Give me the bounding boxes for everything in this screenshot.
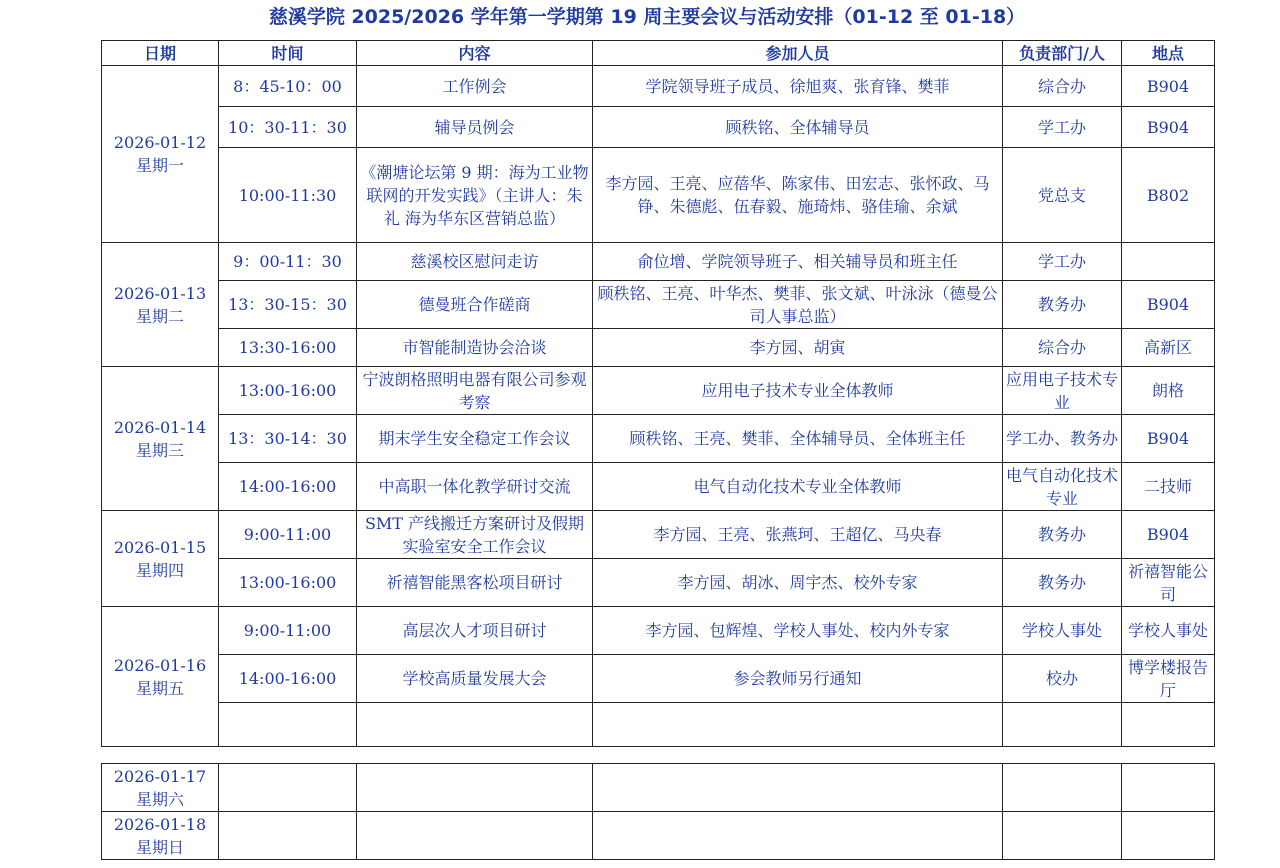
weekday-value: 星期四 <box>135 560 184 580</box>
location-cell: B802 <box>1122 148 1215 243</box>
table-row <box>102 148 1215 243</box>
table-row <box>102 703 1215 747</box>
location-cell: 朗格 <box>1122 367 1215 415</box>
weekday-value: 星期三 <box>135 440 184 460</box>
table-row <box>102 66 1215 107</box>
time-cell: 14:00-16:00 <box>219 463 357 511</box>
dept-cell: 综合办 <box>1003 329 1122 367</box>
location-cell <box>1122 243 1215 281</box>
location-cell <box>1122 703 1215 747</box>
content-cell: 学校高质量发展大会 <box>357 655 593 703</box>
attendees-cell: 应用电子技术专业全体教师 <box>593 367 1003 415</box>
location-cell: 二技师 <box>1122 463 1215 511</box>
time-cell: 13：30-14：30 <box>219 415 357 463</box>
header-dept: 负责部门/人 <box>1003 41 1122 66</box>
location-cell: B904 <box>1122 281 1215 329</box>
table-row <box>102 107 1215 148</box>
time-cell: 8：45-10：00 <box>219 66 357 107</box>
content-cell: 中高职一体化教学研讨交流 <box>357 463 593 511</box>
weekday-value: 星期一 <box>135 156 184 175</box>
dept-cell: 教务办 <box>1003 559 1122 607</box>
date-cell <box>102 764 219 812</box>
content-cell: 辅导员例会 <box>357 107 593 148</box>
time-cell: 9:00-11:00 <box>219 511 357 559</box>
weekday-value: 星期五 <box>135 678 184 698</box>
date-value: 2026-01-14 <box>113 417 207 437</box>
location-cell <box>1122 764 1215 812</box>
schedule-table <box>101 40 1215 747</box>
date-value: 2026-01-12 <box>113 133 207 152</box>
date-cell <box>102 511 219 607</box>
time-cell <box>219 812 357 860</box>
date-cell <box>102 66 219 243</box>
dept-cell: 校办 <box>1003 655 1122 703</box>
content-cell <box>357 703 593 747</box>
location-cell: 祈禧智能公司 <box>1122 559 1215 607</box>
dept-cell: 学工办 <box>1003 243 1122 281</box>
time-cell: 13:00-16:00 <box>219 367 357 415</box>
dept-cell: 教务办 <box>1003 281 1122 329</box>
attendees-cell: 李方园、王亮、应蓓华、陈家伟、田宏志、张怀政、马铮、朱德彪、伍春毅、施琦炜、骆佳瑜、余斌 <box>593 148 1003 243</box>
location-cell: B904 <box>1122 415 1215 463</box>
content-cell: 慈溪校区慰问走访 <box>357 243 593 281</box>
time-cell: 9:00-11:00 <box>219 607 357 655</box>
date-value: 2026-01-13 <box>113 283 207 303</box>
weekend-table <box>101 763 1215 860</box>
table-row <box>102 463 1215 511</box>
date-cell <box>102 812 219 860</box>
attendees-cell <box>593 764 1003 812</box>
content-cell: 宁波朗格照明电器有限公司参观考察 <box>357 367 593 415</box>
header-date: 日期 <box>102 41 219 66</box>
dept-cell <box>1003 812 1122 860</box>
dept-cell: 应用电子技术专业 <box>1003 367 1122 415</box>
dept-cell <box>1003 764 1122 812</box>
attendees-cell: 顾秩铭、全体辅导员 <box>593 107 1003 148</box>
weekday-value: 星期二 <box>135 306 184 326</box>
content-cell: 祈禧智能黑客松项目研讨 <box>357 559 593 607</box>
dept-cell: 教务办 <box>1003 511 1122 559</box>
location-cell: B904 <box>1122 107 1215 148</box>
location-cell <box>1122 812 1215 860</box>
content-cell: 市智能制造协会洽谈 <box>357 329 593 367</box>
weekday-value: 星期日 <box>135 837 184 857</box>
table-row <box>102 243 1215 281</box>
date-value: 2026-01-16 <box>113 655 207 675</box>
attendees-cell: 顾秩铭、王亮、樊菲、全体辅导员、全体班主任 <box>593 415 1003 463</box>
attendees-cell: 李方园、王亮、张燕珂、王超亿、马央春 <box>593 511 1003 559</box>
location-cell: B904 <box>1122 66 1215 107</box>
content-cell: SMT 产线搬迁方案研讨及假期实验室安全工作会议 <box>357 511 593 559</box>
time-cell: 10：30-11：30 <box>219 107 357 148</box>
weekday-value: 星期六 <box>135 789 184 809</box>
table-row <box>102 607 1215 655</box>
table-row <box>102 415 1215 463</box>
date-cell <box>102 607 219 747</box>
table-row <box>102 329 1215 367</box>
header-row <box>102 41 1215 66</box>
location-cell: 学校人事处 <box>1122 607 1215 655</box>
time-cell: 14:00-16:00 <box>219 655 357 703</box>
table-row <box>102 559 1215 607</box>
attendees-cell: 李方园、包辉煌、学校人事处、校内外专家 <box>593 607 1003 655</box>
time-cell: 13：30-15：30 <box>219 281 357 329</box>
attendees-cell: 俞位增、学院领导班子、相关辅导员和班主任 <box>593 243 1003 281</box>
date-value: 2026-01-17 <box>113 766 207 786</box>
date-value: 2026-01-18 <box>113 814 207 834</box>
table-row <box>102 655 1215 703</box>
table-row <box>102 281 1215 329</box>
attendees-cell: 参会教师另行通知 <box>593 655 1003 703</box>
table-row <box>102 367 1215 415</box>
date-cell <box>102 243 219 367</box>
header-time: 时间 <box>219 41 357 66</box>
location-cell: B904 <box>1122 511 1215 559</box>
dept-cell: 综合办 <box>1003 66 1122 107</box>
dept-cell: 学校人事处 <box>1003 607 1122 655</box>
attendees-cell <box>593 812 1003 860</box>
time-cell <box>219 703 357 747</box>
time-cell: 10:00-11:30 <box>219 148 357 243</box>
attendees-cell: 李方园、胡寅 <box>593 329 1003 367</box>
content-cell: 德曼班合作磋商 <box>357 281 593 329</box>
dept-cell: 党总支 <box>1003 148 1122 243</box>
table-row <box>102 511 1215 559</box>
date-value: 2026-01-15 <box>113 537 207 557</box>
attendees-cell: 顾秩铭、王亮、叶华杰、樊菲、张文斌、叶泳泳（德曼公司人事总监） <box>593 281 1003 329</box>
time-cell: 9：00-11：30 <box>219 243 357 281</box>
location-cell: 高新区 <box>1122 329 1215 367</box>
content-cell: 期末学生安全稳定工作会议 <box>357 415 593 463</box>
content-cell <box>357 764 593 812</box>
dept-cell: 电气自动化技术专业 <box>1003 463 1122 511</box>
dept-cell: 学工办、教务办 <box>1003 415 1122 463</box>
header-content: 内容 <box>357 41 593 66</box>
attendees-cell: 电气自动化技术专业全体教师 <box>593 463 1003 511</box>
dept-cell: 学工办 <box>1003 107 1122 148</box>
content-cell: 工作例会 <box>357 66 593 107</box>
date-cell <box>102 367 219 511</box>
content-cell: 高层次人才项目研讨 <box>357 607 593 655</box>
time-cell <box>219 764 357 812</box>
table-row <box>102 764 1215 812</box>
dept-cell <box>1003 703 1122 747</box>
time-cell: 13:00-16:00 <box>219 559 357 607</box>
table-row <box>102 812 1215 860</box>
location-cell: 博学楼报告厅 <box>1122 655 1215 703</box>
attendees-cell: 李方园、胡冰、周宇杰、校外专家 <box>593 559 1003 607</box>
attendees-cell <box>593 703 1003 747</box>
header-attendees: 参加人员 <box>593 41 1003 66</box>
content-cell: 《潮塘论坛第 9 期：海为工业物联网的开发实践》（主讲人：朱礼 海为华东区营销总监） <box>357 148 593 243</box>
attendees-cell: 学院领导班子成员、徐旭爽、张育锋、樊菲 <box>593 66 1003 107</box>
content-cell <box>357 812 593 860</box>
time-cell: 13:30-16:00 <box>219 329 357 367</box>
page-title: 慈溪学院 2025/2026 学年第一学期第 19 周主要会议与活动安排（01-12 至 01-18） <box>268 6 1026 28</box>
header-location: 地点 <box>1122 41 1215 66</box>
